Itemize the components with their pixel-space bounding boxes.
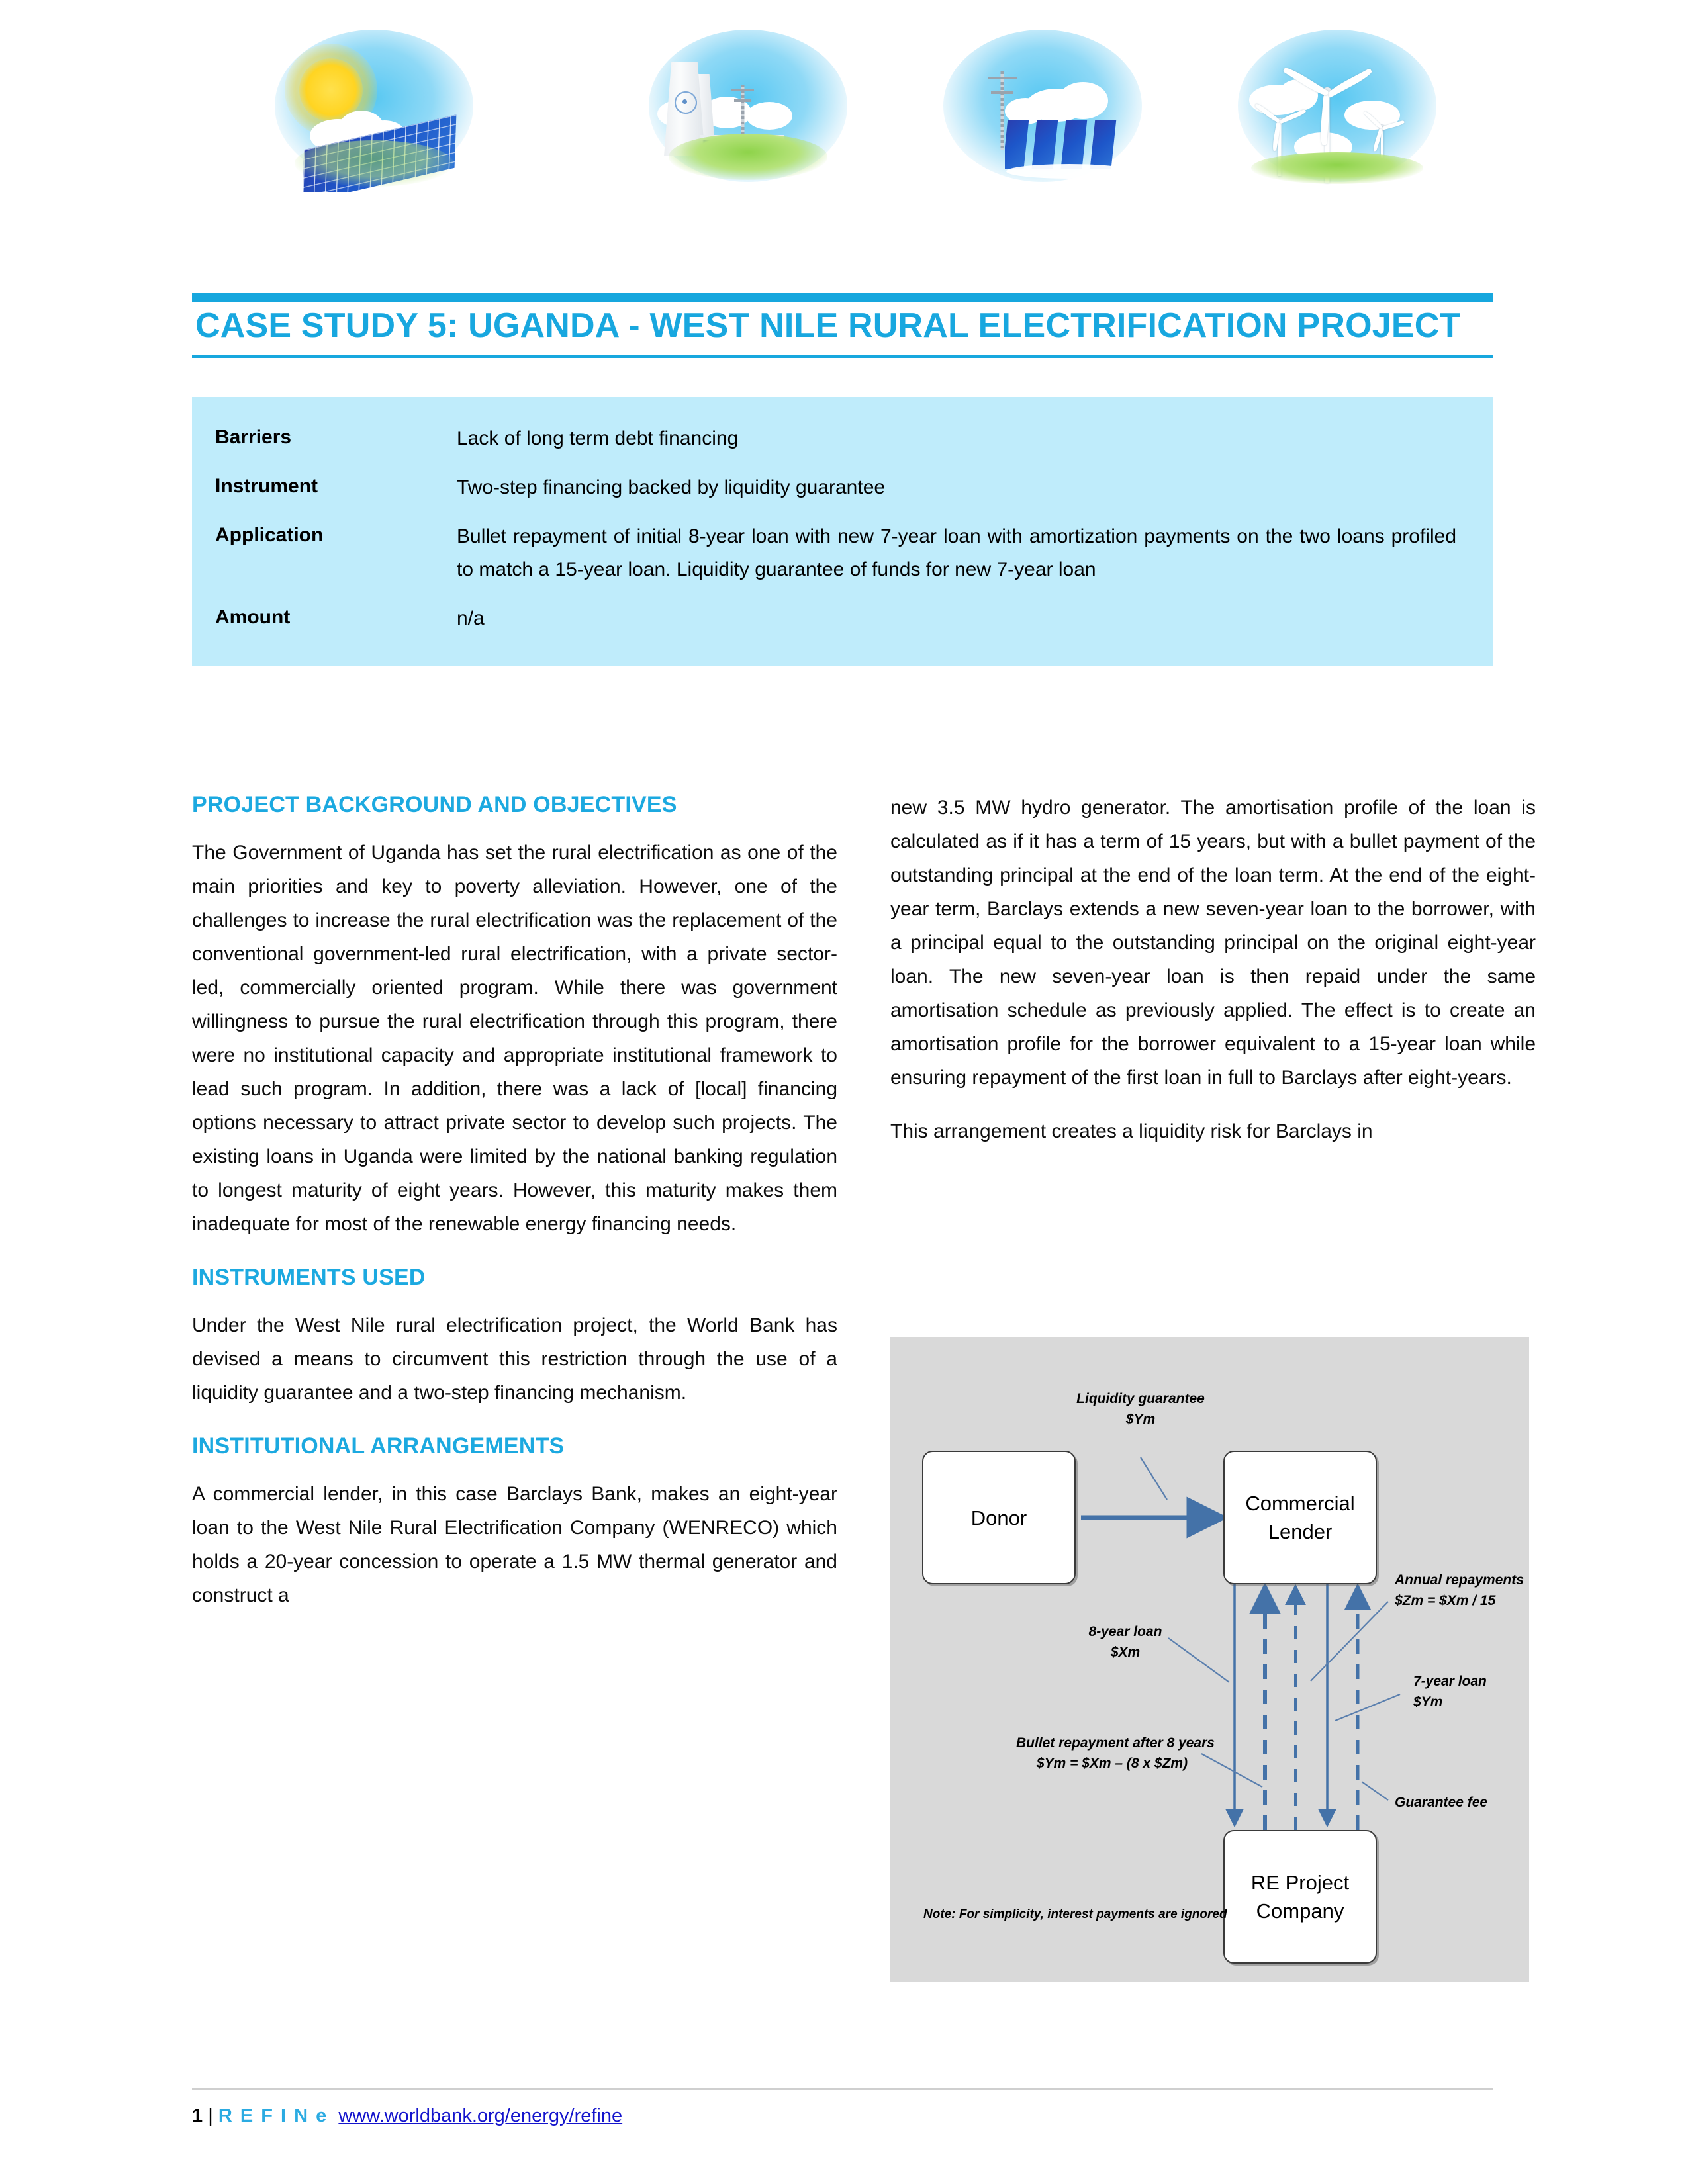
- paragraph-liquidity-risk: This arrangement creates a liquidity risk for Barclays in: [890, 1120, 1373, 1142]
- section-heading-instruments-used: INSTRUMENTS USED: [192, 1265, 426, 1290]
- diagram-note-prefix: Note:: [923, 1907, 956, 1921]
- diagram-box-re-project-company: [1223, 1830, 1377, 1964]
- diagram-label-eight-year-loan-line2: $Xm: [1110, 1645, 1141, 1660]
- page-number: 1: [192, 2105, 203, 2126]
- diagram-box-donor-label: Donor: [970, 1506, 1027, 1529]
- footer-rule: [192, 2088, 1493, 2090]
- diagram-label-liquidity-guarantee-line1: Liquidity guarantee: [1076, 1391, 1205, 1406]
- right-text-column: [890, 791, 1536, 1168]
- wind-turbine-illustration: [1228, 20, 1446, 192]
- diagram-label-bullet-repayment-line1: Bullet repayment after 8 years: [1016, 1735, 1215, 1751]
- footer-brand: R E F I N e: [218, 2105, 328, 2126]
- paragraph-project-background: The Government of Uganda has set the rural electrification as one of the main priorities and key to poverty alleviation. However, one of the challenges to increase the rural electrification was the replacement of the conventional government-led rural electrification, with a private sector-led, commercially oriented program. While there was government willingness to pursue the rural electrification through this program, there were no institutional capacity and appropriate institutional framework to lead such program. In addition, there was a lack of [local] financing options necessary to attract private sector to develop such projects. The existing loans in Uganda were limited by the national banking regulation to longest maturity of eight years. However, this maturity makes them inadequate for most of the renewable energy financing needs.: [192, 842, 837, 1235]
- summary-label-amount: Amount: [215, 606, 291, 628]
- summary-label-barriers: Barriers: [215, 426, 292, 448]
- table-row: [192, 594, 1493, 643]
- diagram-label-annual-repayments: [1395, 1570, 1524, 1611]
- diagram-box-donor: [922, 1451, 1076, 1584]
- table-row: [192, 463, 1493, 512]
- page-title: CASE STUDY 5: UGANDA - WEST NILE RURAL ELECTRIFICATION PROJECT: [195, 306, 1461, 345]
- diagram-box-commercial-lender: [1223, 1451, 1377, 1584]
- summary-value-amount: n/a: [457, 608, 485, 629]
- title-bottom-rule: [192, 355, 1493, 358]
- diagram-label-seven-year-loan-line2: $Ym: [1413, 1694, 1443, 1709]
- summary-value-application: Bullet repayment of initial 8-year loan with new 7-year loan with amortization payments on the two loans profiled to match a 15-year loan. Liquidity guarantee of funds for new 7-year loan: [457, 525, 1456, 580]
- diagram-label-bullet-repayment: [1016, 1733, 1215, 1774]
- diagram-label-eight-year-loan: [1076, 1621, 1175, 1662]
- summary-value-instrument: Two-step financing backed by liquidity guarantee: [457, 477, 886, 498]
- paragraph-amortisation-profile: new 3.5 MW hydro generator. The amortisation profile of the loan is calculated as if it has a term of 15 years, but with a bullet payment of the outstanding principal at the end of the loan term. At the end of the eight-year term, Barclays extends a new seven-year loan to the borrower, with a principal equal to the outstanding principal on the original eight-year loan. The new seven-year loan is then repaid under the same amortisation schedule as previously applied. The effect is to create an amortisation profile for the borrower equivalent to a 15-year loan while ensuring repayment of the first loan in full to Barclays after eight-years.: [890, 797, 1536, 1089]
- paragraph-institutional-arrangements: A commercial lender, in this case Barclays Bank, makes an eight-year loan to the West Nile Rural Electrification Company (WENRECO) which holds a 20-year concession to operate a 1.5 MW thermal generator and construct a: [192, 1483, 837, 1606]
- diagram-box-re-project-company-line1: RE Project: [1250, 1871, 1350, 1894]
- diagram-label-seven-year-loan-line1: 7-year loan: [1413, 1674, 1487, 1689]
- section-heading-project-background: PROJECT BACKGROUND AND OBJECTIVES: [192, 792, 677, 817]
- table-row: [192, 512, 1493, 594]
- transmission-tower-hydro-illustration: [933, 20, 1152, 192]
- summary-table: [192, 397, 1493, 666]
- diagram-label-liquidity-guarantee: [1061, 1388, 1220, 1430]
- header-banner: [0, 0, 1688, 218]
- left-text-column: [192, 791, 837, 1632]
- diagram-label-seven-year-loan: [1413, 1671, 1487, 1712]
- solar-panel-sun-illustration: [265, 20, 483, 192]
- diagram-box-commercial-lender-line2: Lender: [1268, 1520, 1333, 1543]
- two-step-financing-diagram: [890, 1337, 1529, 1982]
- diagram-label-annual-repayments-line1: Annual repayments: [1395, 1572, 1524, 1588]
- diagram-label-eight-year-loan-line1: 8-year loan: [1088, 1624, 1162, 1639]
- diagram-label-annual-repayments-line2: $Zm = $Xm / 15: [1395, 1593, 1496, 1608]
- table-row: [192, 414, 1493, 463]
- footer-url-link[interactable]: www.worldbank.org/energy/refine: [338, 2105, 623, 2126]
- diagram-connectors: [890, 1337, 1529, 1982]
- summary-label-instrument: Instrument: [215, 475, 318, 497]
- nuclear-plant-solar-illustration: [639, 20, 857, 192]
- diagram-label-guarantee-fee-text: Guarantee fee: [1395, 1795, 1488, 1810]
- diagram-note-text: For simplicity, interest payments are ignored: [955, 1907, 1227, 1921]
- diagram-box-re-project-company-line2: Company: [1256, 1899, 1344, 1923]
- diagram-label-bullet-repayment-line2: $Ym = $Xm – (8 x $Zm): [1036, 1756, 1188, 1771]
- section-heading-institutional-arrangements: INSTITUTIONAL ARRANGEMENTS: [192, 1433, 565, 1459]
- footer: [192, 2101, 622, 2130]
- diagram-box-commercial-lender-line1: Commercial: [1245, 1492, 1355, 1515]
- diagram-note: [923, 1907, 1227, 1922]
- footer-separator: |: [208, 2105, 213, 2126]
- summary-label-application: Application: [215, 524, 324, 546]
- diagram-label-liquidity-guarantee-line2: $Ym: [1125, 1412, 1156, 1427]
- diagram-label-guarantee-fee: [1395, 1792, 1487, 1813]
- summary-value-barriers: Lack of long term debt financing: [457, 428, 739, 449]
- paragraph-instruments-used: Under the West Nile rural electrification project, the World Bank has devised a means to circumvent this restriction through the use of a liquidity guarantee and a two-step financing mechanism.: [192, 1314, 837, 1404]
